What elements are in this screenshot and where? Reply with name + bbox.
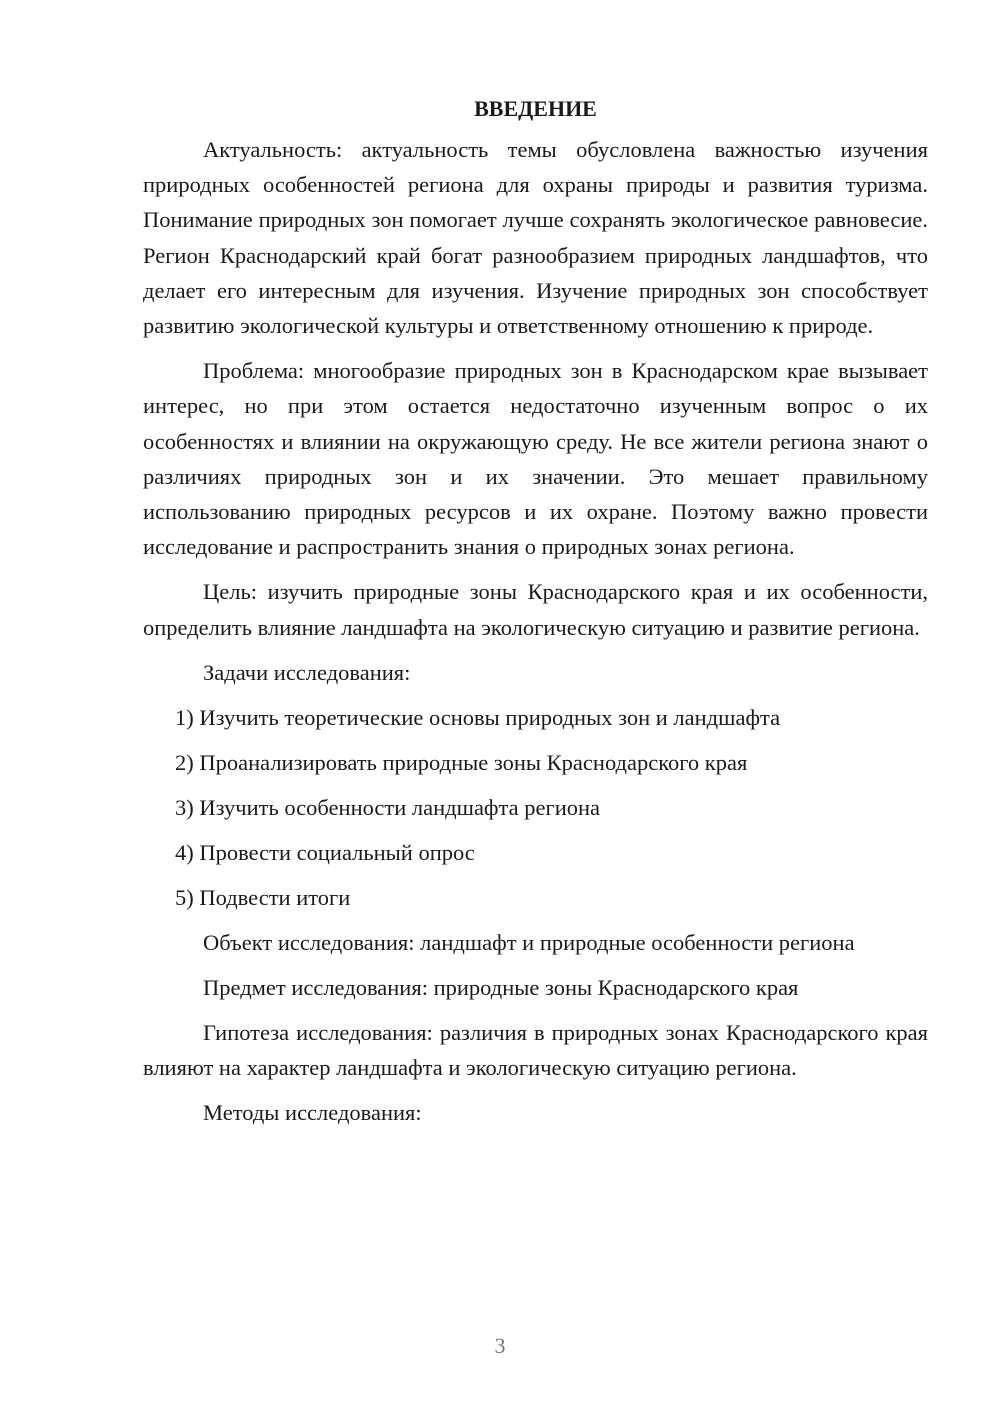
hypothesis-paragraph: Гипотеза исследования: различия в природных зонах Краснодарского края влияют на характер ландшафта и экологическую ситуацию региона. <box>143 1019 928 1081</box>
research-subject: Предмет исследования: природные зоны Краснодарского края <box>203 974 799 1000</box>
goal-paragraph: Цель: изучить природные зоны Краснодарского края и их особенности, определить влияние ландшафта на экологическую ситуацию и развитие региона. <box>143 579 928 640</box>
section-title: ВВЕДЕНИЕ <box>474 96 597 121</box>
task-item: 3) Изучить особенности ландшафта региона <box>175 794 601 820</box>
task-item: 1) Изучить теоретические основы природных зон и ландшафта <box>175 704 781 730</box>
page-content <box>143 94 928 1140</box>
task-item: 5) Подвести итоги <box>175 884 351 910</box>
problem-paragraph: Проблема: многообразие природных зон в Краснодарском крае вызывает интерес, но при этом остается недостаточно изученным вопрос о их особенностях и влиянии на окружающую среду. Не все жители региона знают о различиях природных зон и их значении. Это мешает правильному использованию природных ресурсов и их охране. Поэтому важно провести исследование и распространить знания о природных зонах региона. <box>143 358 928 560</box>
task-list <box>143 700 928 915</box>
task-item: 2) Проанализировать природные зоны Краснодарского края <box>175 749 748 775</box>
methods-heading: Методы исследования: <box>203 1100 422 1126</box>
tasks-heading: Задачи исследования: <box>203 659 411 685</box>
research-object: Объект исследования: ландшафт и природные особенности региона <box>203 929 855 955</box>
task-item: 4) Провести социальный опрос <box>175 839 475 865</box>
relevance-paragraph: Актуальность: актуальность темы обусловлена важностью изучения природных особенностей региона для охраны природы и развития туризма. Понимание природных зон помогает лучше сохранять экологическое равновесие. Регион Краснодарский край богат разнообразием природных ландшафтов, что делает его интересным для изучения. Изучение природных зон способствует развитию экологической культуры и ответственному отношению к природе. <box>143 137 928 339</box>
page-number: 3 <box>494 1333 506 1358</box>
